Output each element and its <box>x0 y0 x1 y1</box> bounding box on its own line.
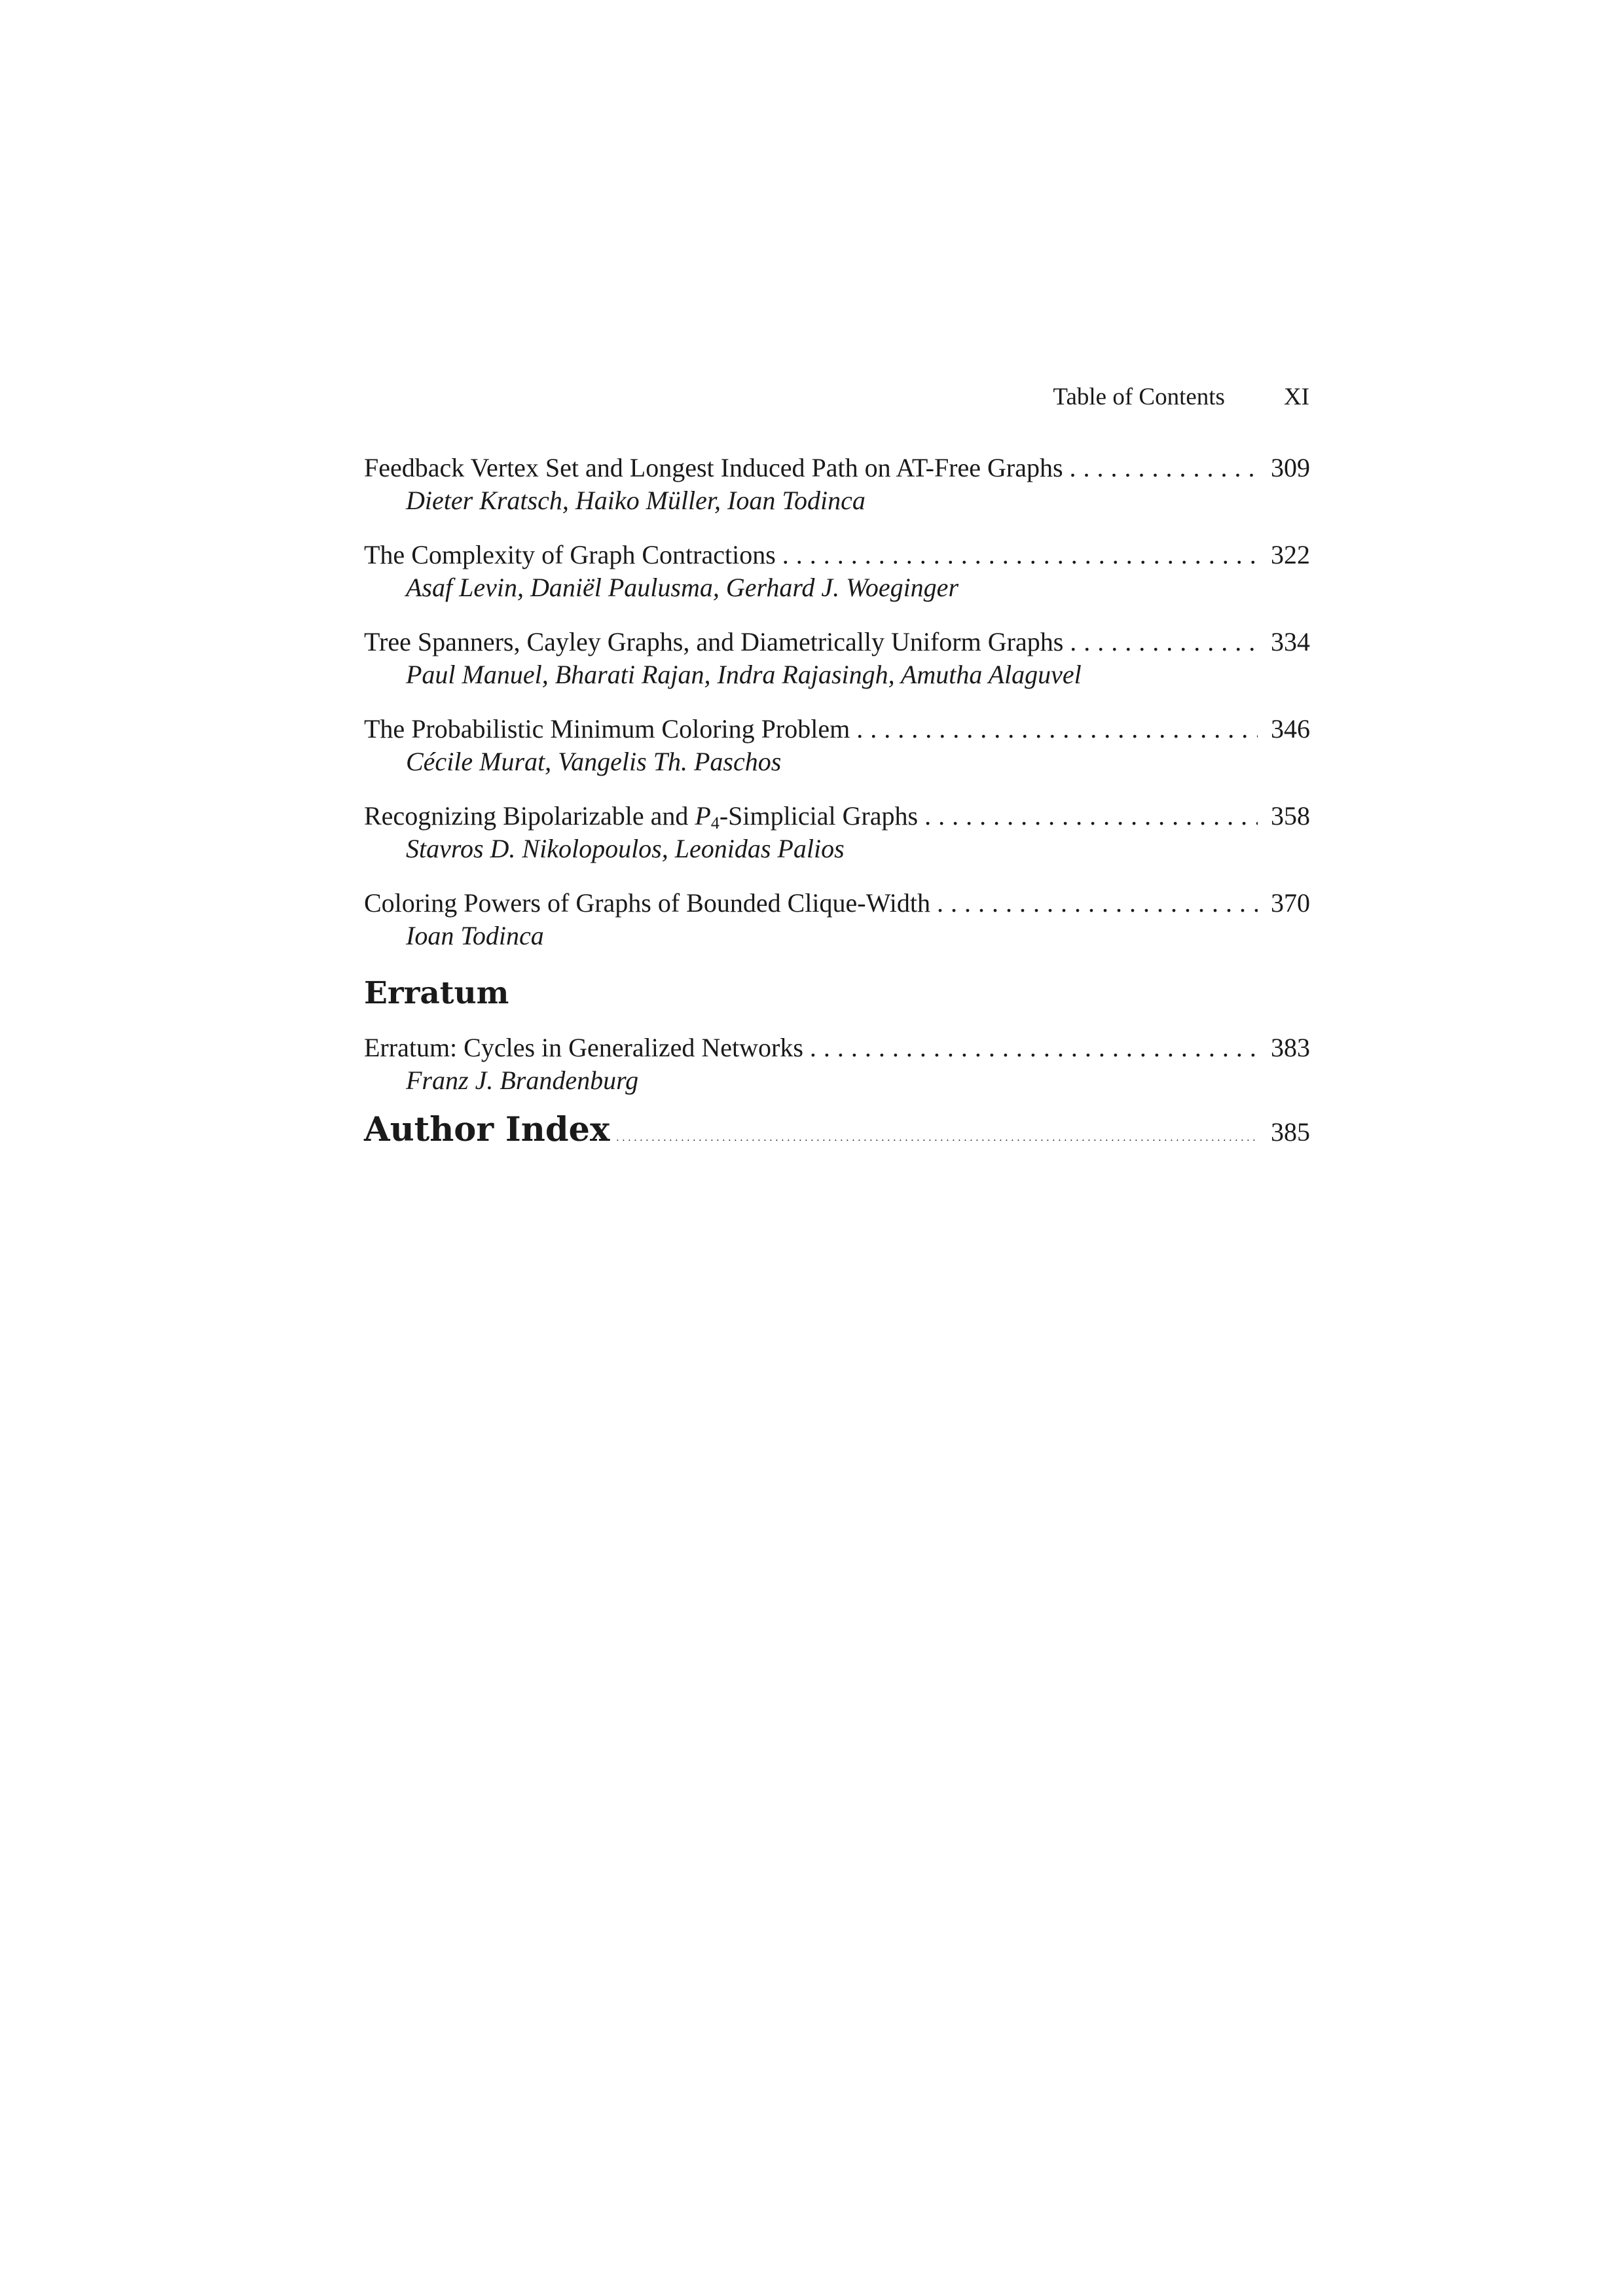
dot-leader <box>1070 452 1258 484</box>
running-head <box>786 383 1309 422</box>
toc-entry-page[interactable]: 383 <box>1271 1033 1310 1062</box>
toc-entry-authors: Ioan Todinca <box>406 921 544 950</box>
toc-entry-page[interactable]: 346 <box>1271 714 1310 744</box>
dot-leader <box>924 800 1258 833</box>
toc-entry <box>364 887 1310 974</box>
dot-leader <box>937 887 1258 920</box>
toc-entry-title[interactable]: The Probabilistic Minimum Coloring Problem <box>364 714 850 744</box>
toc-entry-title[interactable]: The Complexity of Graph Contractions <box>364 540 776 569</box>
toc-entry-title[interactable]: Erratum: Cycles in Generalized Networks <box>364 1033 803 1062</box>
toc-entry-authors: Asaf Levin, Daniël Paulusma, Gerhard J. Woeginger <box>406 573 959 602</box>
dot-leader <box>856 713 1258 745</box>
toc-entry <box>364 626 1310 713</box>
math-subscript: 4 <box>710 814 720 833</box>
table-of-contents <box>364 452 1310 1149</box>
toc-entry <box>364 713 1310 800</box>
toc-entry-title[interactable] <box>364 800 918 833</box>
author-index-page[interactable]: 385 <box>1271 1117 1310 1147</box>
dot-leader <box>782 539 1258 571</box>
toc-entry-title[interactable]: Coloring Powers of Graphs of Bounded Clique-Width <box>364 888 930 918</box>
dot-leader <box>616 1132 1258 1144</box>
toc-entry <box>364 452 1310 539</box>
toc-entry-authors: Franz J. Brandenburg <box>406 1066 639 1095</box>
toc-entry-authors: Paul Manuel, Bharati Rajan, Indra Rajasingh, Amutha Alaguvel <box>406 660 1082 689</box>
toc-entry-page[interactable]: 370 <box>1271 888 1310 918</box>
toc-entry-page[interactable]: 322 <box>1271 540 1310 569</box>
toc-entry-authors: Dieter Kratsch, Haiko Müller, Ioan Todinca <box>406 486 866 515</box>
author-index-entry <box>364 1110 1310 1149</box>
toc-entry-authors: Cécile Murat, Vangelis Th. Paschos <box>406 747 782 776</box>
title-suffix: -Simplicial Graphs <box>719 801 919 831</box>
toc-entry-page[interactable]: 358 <box>1271 801 1310 831</box>
toc-entry <box>364 1031 1310 1110</box>
running-head-title: Table of Contents <box>1053 384 1225 410</box>
toc-entry-page[interactable]: 334 <box>1271 627 1310 656</box>
section-heading-erratum: Erratum <box>364 975 509 1011</box>
dot-leader <box>810 1031 1258 1064</box>
toc-entry-page[interactable]: 309 <box>1271 453 1310 482</box>
toc-entry-authors: Stavros D. Nikolopoulos, Leonidas Palios <box>406 834 845 863</box>
toc-entry <box>364 800 1310 887</box>
running-head-page-number: XI <box>1283 384 1309 410</box>
dot-leader <box>1070 626 1258 658</box>
toc-entry-title[interactable]: Feedback Vertex Set and Longest Induced Path on AT-Free Graphs <box>364 453 1063 482</box>
author-index-title[interactable]: Author Index <box>364 1110 610 1149</box>
math-symbol: P <box>695 801 711 831</box>
toc-entry-title[interactable]: Tree Spanners, Cayley Graphs, and Diametrically Uniform Graphs <box>364 627 1064 656</box>
toc-entry <box>364 539 1310 626</box>
title-prefix: Recognizing Bipolarizable and <box>364 801 695 831</box>
